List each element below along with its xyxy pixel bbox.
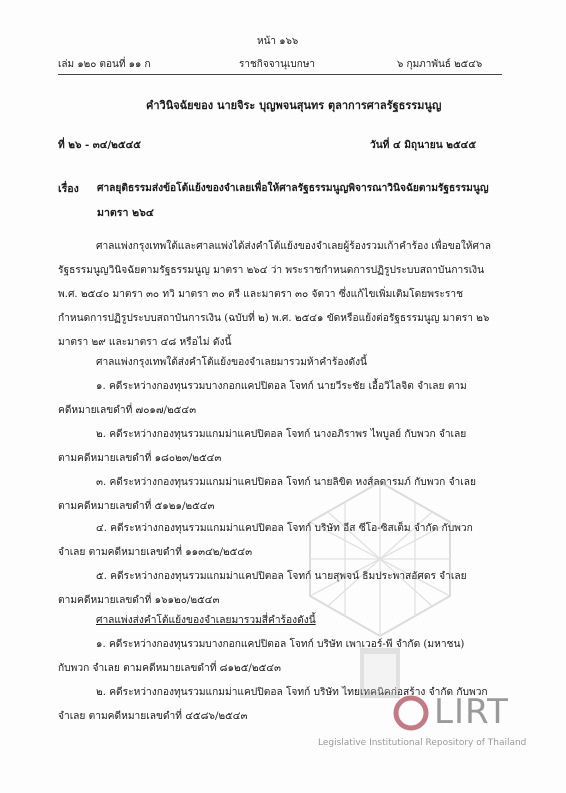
watermark-ring bbox=[392, 694, 430, 732]
watermark-caption: Legislative Institutional Repository of Thailand bbox=[318, 738, 527, 748]
case-2-1-line-2: กับพวก จำเลย ตามคดีหมายเลขดำที่ ๘๑๒๕/๒๕๔๓ bbox=[58, 663, 281, 674]
case-1-4-line-1: ๔. คดีระหว่างกองทุนรวมแกมม่าแคปปิตอล โจทก์ บริษัท อีส ซีโอ-ซิสเต็ม จำกัด กับพวก bbox=[96, 523, 473, 534]
case-1-2-line-2: ตามคดีหมายเลขดำที่ ๑๘๐๒๓/๒๕๔๓ bbox=[58, 453, 222, 464]
subject-line-1: ศาลยุติธรรมส่งข้อโต้แย้งของจำเลยเพื่อให้ศาลรัฐธรรมนูญพิจารณาวินิจฉัยตามรัฐธรรมนูญ bbox=[97, 182, 489, 194]
case-1-3-line-2: ตามคดีหมายเลขดำที่ ๕๑๒๑/๒๕๔๓ bbox=[58, 501, 215, 512]
subject-label: เรื่อง bbox=[58, 183, 79, 195]
case-2-2-line-2: จำเลย ตามคดีหมายเลขดำที่ ๔๕๘๖/๒๕๔๓ bbox=[58, 711, 248, 722]
case-2-1-line-1: ๑. คดีระหว่างกองทุนรวมบางกอกแคปปิตอล โจทก์ บริษัท เพาเวอร์-พี จำกัด (มหาชน) bbox=[96, 639, 465, 650]
case-2-2-line-1: ๒. คดีระหว่างกองทุนรวมแกมม่าแคปปิตอล โจทก์ บริษัท ไทยเทคนิคก่อสร้าง จำกัด กับพวก bbox=[96, 687, 488, 698]
case-1-3-line-1: ๓. คดีระหว่างกองทุนรวมแกมม่าแคปปิตอล โจทก์ นายลิขิต หงส์ลดารมภ์ กับพวก จำเลย bbox=[96, 477, 476, 488]
case-1-4-line-2: จำเลย ตามคดีหมายเลขดำที่ ๑๑๓๔๒/๒๕๔๓ bbox=[58, 547, 253, 558]
watermark-logo bbox=[300, 478, 460, 708]
watermark-logo-text: LIRT bbox=[434, 692, 509, 732]
gazette-name: ราชกิจจานุเบกษา bbox=[239, 59, 316, 70]
case-1-2-line-1: ๒. คดีระหว่างกองทุนรวมแกมม่าแคปปิตอล โจทก์ นางอภิราพร ไพบูลย์ กับพวก จำเลย bbox=[96, 429, 467, 440]
reference-number: ที่ ๒๖ - ๓๔/๒๕๔๕ bbox=[58, 139, 142, 151]
case-1-1-line-1: ๑. คดีระหว่างกองทุนรวมบางกอกแคปปิตอล โจทก์ นายวีระชัย เอื้อวิไลจิต จำเลย ตาม bbox=[96, 381, 467, 392]
section2-heading: ศาลแพ่งส่งคำโต้แย้งของจำเลยมารวมสี่คำร้องดังนี้ bbox=[96, 615, 316, 626]
case-1-5-line-1: ๕. คดีระหว่างกองทุนรวมแกมม่าแคปปิตอล โจทก์ นายสุพจน์ ธิมประพาสอัศดร จำเลย bbox=[96, 571, 467, 582]
gazette-date: ๖ กุมภาพันธ์ ๒๕๔๖ bbox=[397, 59, 483, 70]
intro-line-3: พ.ศ. ๒๕๔๐ มาตรา ๓๐ ทวิ มาตรา ๓๐ ตรี และมาตรา ๓๐ จัตวา ซึ่งแก้ไขเพิ่มเติมโดยพระราช bbox=[58, 289, 464, 300]
subject-line-2: มาตรา ๒๖๔ bbox=[97, 207, 154, 219]
case-1-1-line-2: คดีหมายเลขดำที่ ๗๐๑๗/๒๕๔๓ bbox=[58, 405, 197, 416]
page-number: หน้า ๑๖๖ bbox=[257, 36, 299, 47]
intro-line-1: ศาลแพ่งกรุงเทพใต้และศาลแพ่งได้ส่งคำโต้แย้งของจำเลยผู้ร้องรวมเก้าคำร้อง เพื่อขอให้ศาล bbox=[96, 241, 491, 252]
section1-heading: ศาลแพ่งกรุงเทพใต้ส่งคำโต้แย้งของจำเลยมารวมห้าคำร้องดังนี้ bbox=[96, 357, 368, 368]
intro-line-5: มาตรา ๒๙ และมาตรา ๔๘ หรือไม่ ดังนี้ bbox=[58, 337, 232, 348]
document-title: คำวินิจฉัยของ นายจิระ บุญพจนสุนทร ตุลาการศาลรัฐธรรมนูญ bbox=[146, 99, 442, 112]
case-1-5-line-2: ตามคดีหมายเลขดำที่ ๑๖๑๒๐/๒๕๔๓ bbox=[58, 595, 220, 606]
header-rule bbox=[58, 74, 502, 75]
intro-line-4: กำหนดการปฏิรูประบบสถาบันการเงิน (ฉบับที่ ๒) พ.ศ. ๒๕๔๑ ขัดหรือแย้งต่อรัฐธรรมนูญ มาตรา ๒๖ bbox=[58, 313, 490, 324]
intro-line-2: รัฐธรรมนูญวินิจฉัยตามรัฐธรรมนูญ มาตรา ๒๖๔ ว่า พระราชกำหนดการปฏิรูประบบสถาบันการเงิน bbox=[58, 265, 485, 276]
reference-date: วันที่ ๔ มิถุนายน ๒๕๔๕ bbox=[370, 139, 477, 151]
gazette-volume: เล่ม ๑๒๐ ตอนที่ ๑๑ ก bbox=[58, 59, 151, 70]
